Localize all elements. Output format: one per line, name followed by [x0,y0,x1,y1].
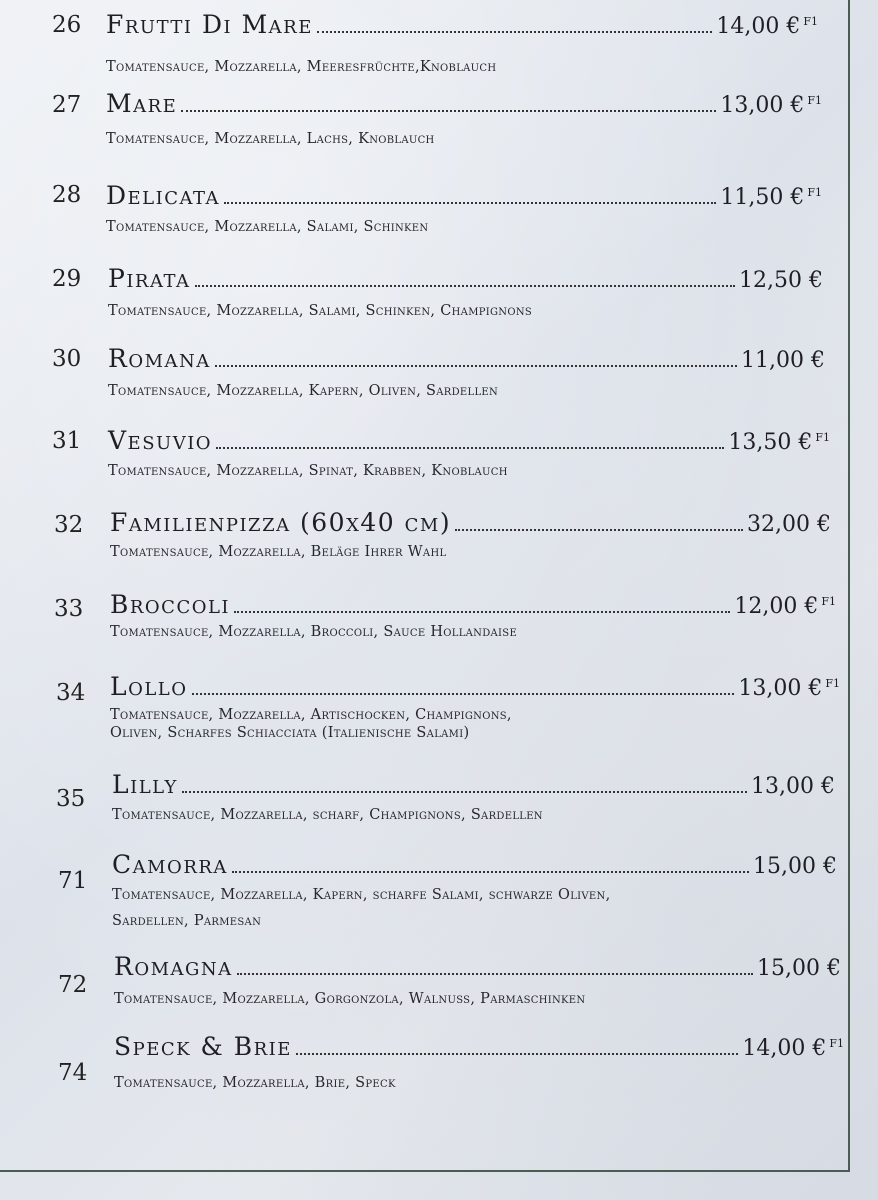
allergen-note: F1 [829,1036,844,1050]
item-name: Pirata [108,264,191,293]
item-price: 14,00 € $^{F1}$ [742,1036,844,1061]
dot-leader [234,611,730,613]
item-description: Tomatensauce, Mozzarella, Kapern, scharfe Salami, schwarze Oliven, [112,887,611,903]
allergen-note: F1 [807,185,822,199]
item-price: 15,00 € [753,854,837,879]
item-price: 11,00 € [741,348,825,373]
item-number: 72 [58,972,88,998]
item-price: 15,00 € [757,956,841,981]
item-price: 13,00 € $^{F1}$ [720,93,822,118]
allergen-note: F1 [807,93,822,107]
item-price: 13,00 € [751,774,835,799]
item-description: Tomatensauce, Mozzarella, Beläge Ihrer Wahl [110,544,447,560]
dot-leader [455,529,743,531]
item-price: 14,00 € $^{F1}$ [716,14,818,39]
item-name: Frutti Di Mare [106,10,313,39]
item-number: 33 [54,596,84,622]
item-description: Tomatensauce, Mozzarella, Kapern, Oliven, Sardellen [108,383,499,399]
item-number: 29 [52,266,82,292]
item-description: Tomatensauce, Mozzarella, Meeresfrüchte,Knoblauch [106,59,497,75]
dot-leader [182,791,747,793]
item-name: Camorra [112,850,228,879]
item-description: Tomatensauce, Mozzarella, Gorgonzola, Walnuss, Parmaschinken [114,991,586,1007]
item-description: Tomatensauce, Mozzarella, Lachs, Knoblauch [106,131,435,147]
item-description: Tomatensauce, Mozzarella, scharf, Champignons, Sardellen [112,807,543,823]
item-price: 32,00 € [747,512,831,537]
item-number: 74 [58,1060,88,1086]
dot-leader [181,110,716,112]
item-price: 11,50 € $^{F1}$ [720,185,822,210]
item-name: Delicata [106,181,221,210]
allergen-note: F1 [815,430,830,444]
dot-leader [215,365,737,367]
item-name: Vesuvio [108,426,213,455]
item-number: 71 [58,868,88,894]
allergen-note: F1 [821,594,836,608]
dot-leader [216,447,724,449]
item-description-line2: Sardellen, Parmesan [112,913,262,929]
item-description: Tomatensauce, Mozzarella, Brie, Speck [114,1075,396,1091]
item-description: Tomatensauce, Mozzarella, Broccoli, Sauce Hollandaise [110,624,518,640]
item-number: 26 [52,12,82,38]
item-number: 30 [52,346,82,372]
item-name: Romagna [114,952,233,981]
item-number: 34 [56,680,86,706]
item-number: 32 [54,512,84,538]
item-name: Speck & Brie [114,1032,292,1061]
item-name: Mare [106,89,178,118]
item-number: 35 [56,786,86,812]
item-name: Familienpizza (60x40 cm) [110,508,452,537]
dot-leader [224,202,716,204]
allergen-note: F1 [803,14,818,28]
item-number: 27 [52,92,82,118]
dot-leader [237,973,753,975]
dot-leader [192,693,735,695]
allergen-note: F1 [825,676,840,690]
item-description: Tomatensauce, Mozzarella, Spinat, Krabben, Knoblauch [108,463,508,479]
dot-leader [195,285,735,287]
dot-leader [317,31,713,33]
item-name: Lollo [110,672,188,701]
item-price: 13,00 € $^{F1}$ [738,676,840,701]
item-name: Lilly [112,770,178,799]
item-price: 12,00 € $^{F1}$ [734,594,836,619]
dot-leader [296,1053,738,1055]
item-number: 31 [52,428,82,454]
item-price: 12,50 € [739,268,823,293]
item-name: Broccoli [110,590,231,619]
item-name: Romana [108,344,211,373]
item-description: Tomatensauce, Mozzarella, Artischocken, Champignons, [110,707,512,723]
item-description-line2: Oliven, Scharfes Schiacciata (Italienische Salami) [110,725,470,741]
item-number: 28 [52,182,82,208]
item-description: Tomatensauce, Mozzarella, Salami, Schinken, Champignons [108,303,533,319]
item-description: Tomatensauce, Mozzarella, Salami, Schinken [106,219,429,235]
dot-leader [232,871,749,873]
item-price: 13,50 € $^{F1}$ [728,430,830,455]
